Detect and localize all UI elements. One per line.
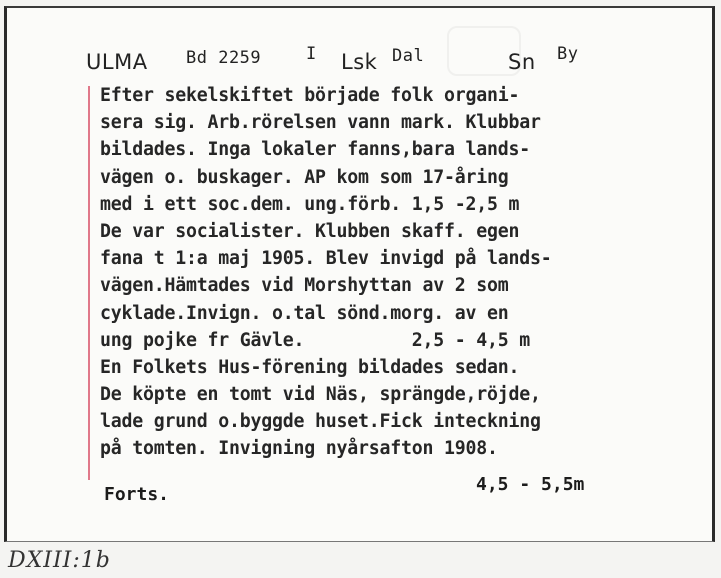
by-label: By: [557, 44, 579, 64]
body-line: fana t 1:a maj 1905. Blev invigd på lands-: [100, 248, 552, 270]
body-line: Efter sekelskiftet började folk organi-: [100, 85, 520, 106]
body-line: cyklade.Invign. o.tal sönd.morg. av en: [100, 302, 509, 324]
body-line: vägen o. buskager. AP kom som 17-åring: [100, 166, 509, 188]
body-line: En Folkets Hus-förening bildades sedan.: [100, 356, 520, 378]
volume-number: Bd 2259: [186, 48, 262, 68]
body-line: på tomten. Invigning nyårsafton 1908.: [100, 438, 498, 460]
body-line: De var socialister. Klubben skaff. egen: [100, 220, 520, 242]
card-header: [0, 44, 721, 80]
body-line: vägen.Hämtades vid Morshyttan av 2 som: [100, 275, 509, 297]
body-line: sera sig. Arb.rörelsen vann mark. Klubbar: [100, 112, 541, 134]
body-line: ung pojke fr Gävle. 2,5 - 4,5 m: [100, 329, 530, 351]
margin-rule: [88, 86, 90, 480]
body-line: De köpte en tomt vid Näs, sprängde,röjde,: [100, 384, 541, 406]
body-line: med i ett soc.dem. ung.förb. 1,5 -2,5 m: [100, 193, 520, 215]
sn-label: Sn: [508, 50, 536, 74]
lsk-label: Lsk: [341, 50, 378, 74]
time-range: 4,5 - 5,5m: [476, 474, 585, 495]
body-line: bildades. Inga lokaler fanns,bara lands-: [100, 139, 530, 161]
archive-mark: DXIII:1b: [8, 548, 111, 573]
province-value: Dal: [392, 46, 425, 66]
continued-label: Forts.: [104, 484, 170, 505]
card-body: [100, 82, 700, 463]
collection-code: ULMA: [86, 50, 148, 74]
volume-part: I: [306, 44, 317, 64]
body-line: lade grund o.byggde huset.Fick inteckning: [100, 411, 541, 433]
